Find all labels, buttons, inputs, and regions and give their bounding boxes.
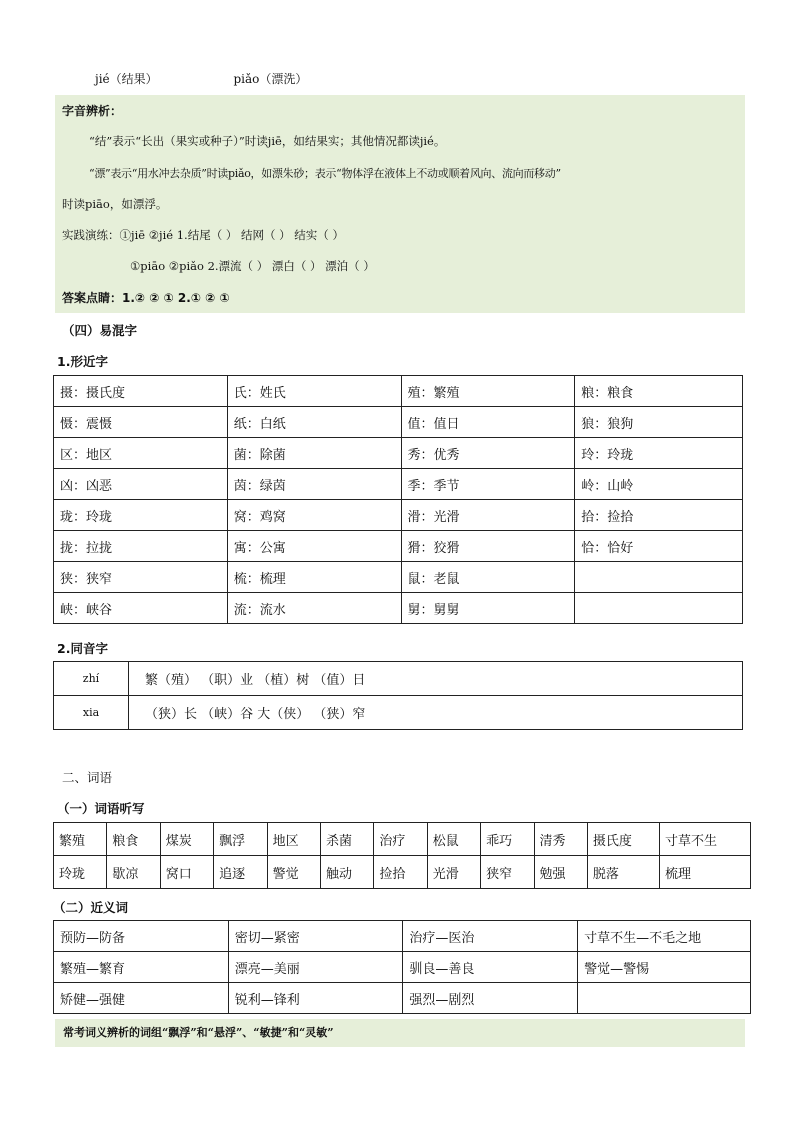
xingjin-cell: 岭：山岭 bbox=[575, 469, 743, 500]
tingxie-cell: 繁殖 bbox=[54, 823, 107, 856]
jinyi-cell: 治疗—医治 bbox=[403, 921, 578, 952]
xingjin-cell: 寓：公寓 bbox=[227, 531, 401, 562]
jinyi-cell: 预防—防备 bbox=[54, 921, 229, 952]
tingxie-cell: 乖巧 bbox=[481, 823, 534, 856]
xingjin-cell: 梳：梳理 bbox=[227, 562, 401, 593]
xingjin-cell: 滑：光滑 bbox=[401, 500, 575, 531]
tingxie-cell: 飘浮 bbox=[214, 823, 267, 856]
xingjin-cell: 流：流水 bbox=[227, 593, 401, 624]
words-cell: 繁（殖） （职）业 （植）树 （值）日 bbox=[129, 662, 743, 696]
tingxie-cell: 追逐 bbox=[214, 856, 267, 889]
subheading-xingjin: 1.形近字 bbox=[57, 354, 108, 369]
xingjin-cell: 殖：繁殖 bbox=[401, 376, 575, 407]
table-row bbox=[54, 856, 751, 889]
section-heading-2: 二、词语 bbox=[62, 770, 113, 785]
tingxie-cell: 治疗 bbox=[374, 823, 427, 856]
tingxie-cell: 摄氏度 bbox=[587, 823, 659, 856]
tingxie-cell: 地区 bbox=[267, 823, 320, 856]
tingxie-cell: 歇凉 bbox=[107, 856, 160, 889]
pinyin-cell: xia bbox=[54, 696, 129, 730]
pronunciation-box bbox=[55, 95, 745, 313]
tingxie-cell: 粮食 bbox=[107, 823, 160, 856]
tingxie-cell: 光滑 bbox=[427, 856, 480, 889]
jinyi-cell: 警觉—警惕 bbox=[578, 952, 751, 983]
box-line-1: “结”表示“长出（果实或种子）”时读jiē，如结果实；其他情况都读jié。 bbox=[89, 134, 446, 148]
jinyi-cell: 矫健—强健 bbox=[54, 983, 229, 1014]
subheading-tingxie: （一）词语听写 bbox=[57, 801, 145, 816]
box-line-3: 时读piāo，如漂浮。 bbox=[62, 197, 168, 211]
table-row bbox=[54, 531, 743, 562]
table-row bbox=[54, 376, 743, 407]
tingxie-cell: 触动 bbox=[320, 856, 373, 889]
tongyin-table bbox=[53, 661, 743, 730]
xingjin-table bbox=[53, 375, 743, 624]
tingxie-cell: 窝口 bbox=[160, 856, 213, 889]
xingjin-cell: 纸：白纸 bbox=[227, 407, 401, 438]
xingjin-cell: 凶：凶恶 bbox=[54, 469, 228, 500]
table-row bbox=[54, 593, 743, 624]
section-heading-4: （四）易混字 bbox=[62, 323, 138, 338]
answer-line: 答案点睛：1.② ② ① 2.① ② ① bbox=[62, 291, 230, 305]
jinyi-cell: 繁殖—繁育 bbox=[54, 952, 229, 983]
tingxie-cell: 寸草不生 bbox=[660, 823, 751, 856]
tingxie-cell: 梳理 bbox=[660, 856, 751, 889]
xingjin-cell: 猾：狡猾 bbox=[401, 531, 575, 562]
practice-2: ①piāo ②piǎo 2.漂流（ ） 漂白（ ） 漂泊（ ） bbox=[130, 259, 375, 273]
xingjin-cell: 窝：鸡窝 bbox=[227, 500, 401, 531]
practice-1: 实践演练：①jiē ②jié 1.结尾（ ） 结网（ ） 结实（ ） bbox=[62, 228, 344, 242]
pinyin-jie: jié（结果） bbox=[95, 72, 158, 86]
table-row bbox=[54, 823, 751, 856]
pinyin-cell: zhí bbox=[54, 662, 129, 696]
xingjin-cell: 值：值日 bbox=[401, 407, 575, 438]
jinyi-cell: 锐利—锋利 bbox=[228, 983, 403, 1014]
table-row bbox=[54, 500, 743, 531]
subheading-jinyi: （二）近义词 bbox=[53, 900, 129, 915]
table-row bbox=[54, 469, 743, 500]
xingjin-cell: 粮：粮食 bbox=[575, 376, 743, 407]
xingjin-cell: 氏：姓氏 bbox=[227, 376, 401, 407]
tingxie-cell: 松鼠 bbox=[427, 823, 480, 856]
table-row bbox=[54, 952, 751, 983]
xingjin-cell: 茵：绿茵 bbox=[227, 469, 401, 500]
table-row bbox=[54, 562, 743, 593]
table-row bbox=[54, 407, 743, 438]
xingjin-cell: 狼：狼狗 bbox=[575, 407, 743, 438]
table-row bbox=[54, 983, 751, 1014]
box-line-2: “漂”表示“用水冲去杂质”时读piǎo，如漂朱砂；表示“物体浮在液体上不动或顺着风向、流向而移动” bbox=[89, 167, 561, 180]
xingjin-cell: 舅：舅舅 bbox=[401, 593, 575, 624]
tingxie-cell: 警觉 bbox=[267, 856, 320, 889]
xingjin-cell bbox=[575, 562, 743, 593]
table-row bbox=[54, 696, 743, 730]
jinyi-cell: 密切—紧密 bbox=[228, 921, 403, 952]
pinyin-line bbox=[95, 70, 307, 87]
xingjin-cell: 菌：除菌 bbox=[227, 438, 401, 469]
xingjin-cell: 珑：玲珑 bbox=[54, 500, 228, 531]
tingxie-cell: 煤炭 bbox=[160, 823, 213, 856]
tingxie-table bbox=[53, 822, 751, 889]
xingjin-cell bbox=[575, 593, 743, 624]
tingxie-cell: 清秀 bbox=[534, 823, 587, 856]
jinyi-cell bbox=[578, 983, 751, 1014]
tingxie-cell: 狭窄 bbox=[481, 856, 534, 889]
xingjin-cell: 秀：优秀 bbox=[401, 438, 575, 469]
xingjin-cell: 拾：捡拾 bbox=[575, 500, 743, 531]
xingjin-cell: 慑：震慑 bbox=[54, 407, 228, 438]
xingjin-cell: 摄：摄氏度 bbox=[54, 376, 228, 407]
pinyin-piao: piǎo（漂洗） bbox=[233, 72, 308, 86]
words-cell: （狭）长 （峡）谷 大（侠） （狭）窄 bbox=[129, 696, 743, 730]
tingxie-cell: 玲珑 bbox=[54, 856, 107, 889]
subheading-tongyin: 2.同音字 bbox=[57, 641, 108, 656]
box-heading: 字音辨析： bbox=[62, 104, 123, 118]
jinyi-cell: 强烈—剧烈 bbox=[403, 983, 578, 1014]
xingjin-cell: 狭：狭窄 bbox=[54, 562, 228, 593]
xingjin-cell: 拢：拉拢 bbox=[54, 531, 228, 562]
table-row bbox=[54, 662, 743, 696]
tingxie-cell: 脱落 bbox=[587, 856, 659, 889]
xingjin-cell: 区：地区 bbox=[54, 438, 228, 469]
jinyi-table bbox=[53, 920, 751, 1014]
xingjin-cell: 恰：恰好 bbox=[575, 531, 743, 562]
jinyi-cell: 漂亮—美丽 bbox=[228, 952, 403, 983]
jinyi-cell: 寸草不生—不毛之地 bbox=[578, 921, 751, 952]
xingjin-cell: 季：季节 bbox=[401, 469, 575, 500]
tingxie-cell: 勉强 bbox=[534, 856, 587, 889]
tingxie-cell: 杀菌 bbox=[320, 823, 373, 856]
note-bar: 常考词义辨析的词组“飘浮”和“悬浮”、“敏捷”和“灵敏” bbox=[55, 1019, 745, 1047]
xingjin-cell: 峡：峡谷 bbox=[54, 593, 228, 624]
tingxie-cell: 捡拾 bbox=[374, 856, 427, 889]
jinyi-cell: 驯良—善良 bbox=[403, 952, 578, 983]
table-row bbox=[54, 921, 751, 952]
xingjin-cell: 鼠：老鼠 bbox=[401, 562, 575, 593]
xingjin-cell: 玲：玲珑 bbox=[575, 438, 743, 469]
table-row bbox=[54, 438, 743, 469]
